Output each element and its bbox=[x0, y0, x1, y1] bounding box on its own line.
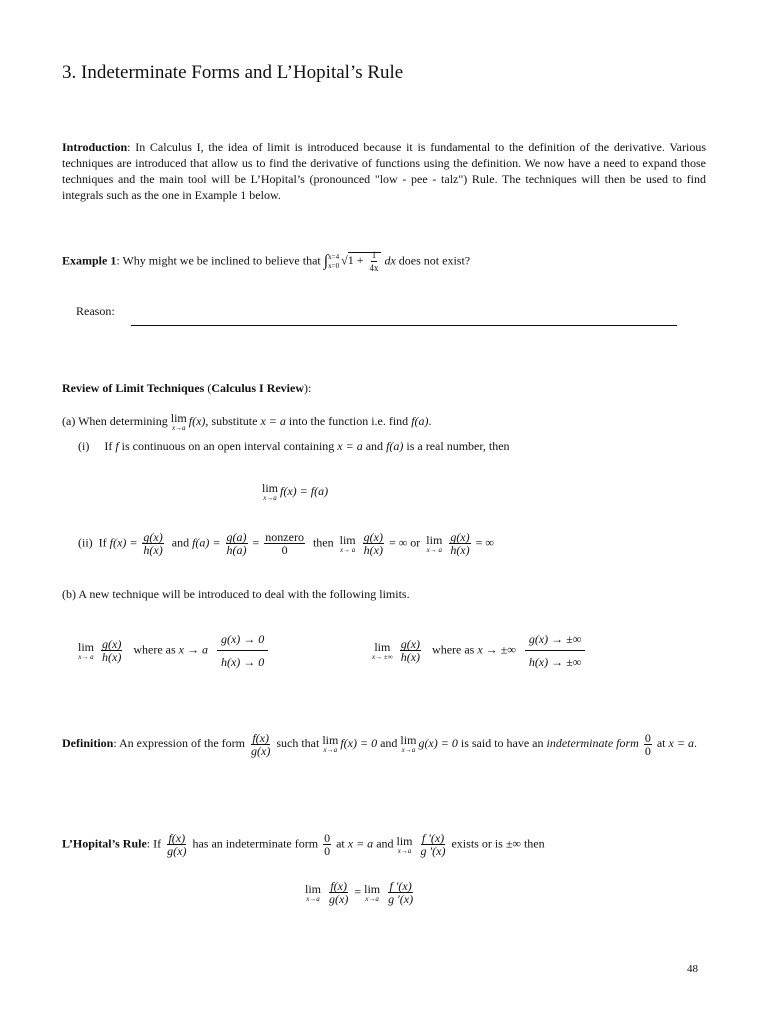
introduction-label: Introduction bbox=[62, 140, 128, 154]
lhopital-formula: lim x→a $\frac{f(x)}{g(x)}$ = lim x→a $\frac{f '(x)}{g '(x)}$ bbox=[305, 879, 414, 906]
item-ii: (ii) If f(x) = $\frac{g(x)}{h(x)}$ and f(a) = $\frac{g(a)}{h(a)}$ = $\frac{\text{nonzero}}{0}$ then lim x→ a $\frac{g(x)}{h(x)}$ = ∞ or lim x→ a $\frac{g(x)}{h(x)}$ = ∞ bbox=[78, 530, 494, 557]
limit-inf-over-inf: lim x→ ±∞ $\frac{g(x)}{h(x)}$ where as x → ±∞ $\frac{g(x) \to \pm\infty}{h(x) \to \pm\infty}$ bbox=[372, 628, 585, 673]
limit-zero-over-zero: lim x→ a $\frac{g(x)}{h(x)}$ where as x → a $\frac{g(x) \to 0}{h(x) \to 0}$ bbox=[78, 628, 268, 673]
item-i: (i) If f is continuous on an open interval containing x = a and f(a) is a real number, then bbox=[78, 439, 510, 453]
introduction-paragraph bbox=[62, 139, 706, 203]
page-title: 3. Indeterminate Forms and L’Hopital’s Rule bbox=[62, 62, 404, 83]
reason-label: Reason: bbox=[76, 304, 115, 318]
continuity-formula: lim x→a f(x) = f(a) bbox=[262, 481, 329, 502]
lhopital-rule: L’Hopital’s Rule: If $\frac{f(x)}{g(x)}$ has an indeterminate form $\frac{0}{0}$ at x = a and lim x→a $\frac{f '(x)}{g '(x)}$ exists or is ±∞ then bbox=[62, 831, 545, 858]
example-1-label: Example 1 bbox=[62, 253, 117, 268]
definition: Definition: An expression of the form $\frac{f(x)}{g(x)}$ such that lim x→a f(x) = 0 and lim x→a g(x) = 0 is said to have an indeterminate form $\frac{0}{0}$ at x = a. bbox=[62, 730, 697, 758]
example-1: Example 1: Why might we be inclined to believe that ∫ x=4 x=0 √1 + $\frac{1}{4x}$ dx does not exist? bbox=[62, 250, 471, 273]
integral-sign: ∫ bbox=[323, 252, 329, 270]
sqrt-sign: √ bbox=[341, 253, 348, 268]
item-a: (a) When determining lim x→a f(x), substitute x = a into the function i.e. find f(a). bbox=[62, 411, 432, 432]
integral-lower-limit: x=0 bbox=[328, 261, 340, 270]
review-heading: Review of Limit Techniques (Calculus I Review): bbox=[62, 381, 312, 395]
integral-upper-limit: x=4 bbox=[328, 252, 340, 261]
reason-answer-line bbox=[131, 325, 677, 326]
integrand: 1 + $\frac{1}{4x}$ bbox=[348, 252, 382, 267]
item-b: (b) A new technique will be introduced to deal with the following limits. bbox=[62, 587, 410, 601]
introduction-text: : In Calculus I, the idea of limit is introduced because it is fundamental to the definition of the derivative. Various techniques are introduced that allow us to find the derivative of functions using the definition. We now have a need to expand those techniques and the main tool will be L’Hopital’s (pronounced "low - pee - talz") Rule. The techniques will then be used to find integrals such as the one in Example 1 below. bbox=[62, 140, 706, 202]
page-number: 48 bbox=[687, 963, 698, 975]
